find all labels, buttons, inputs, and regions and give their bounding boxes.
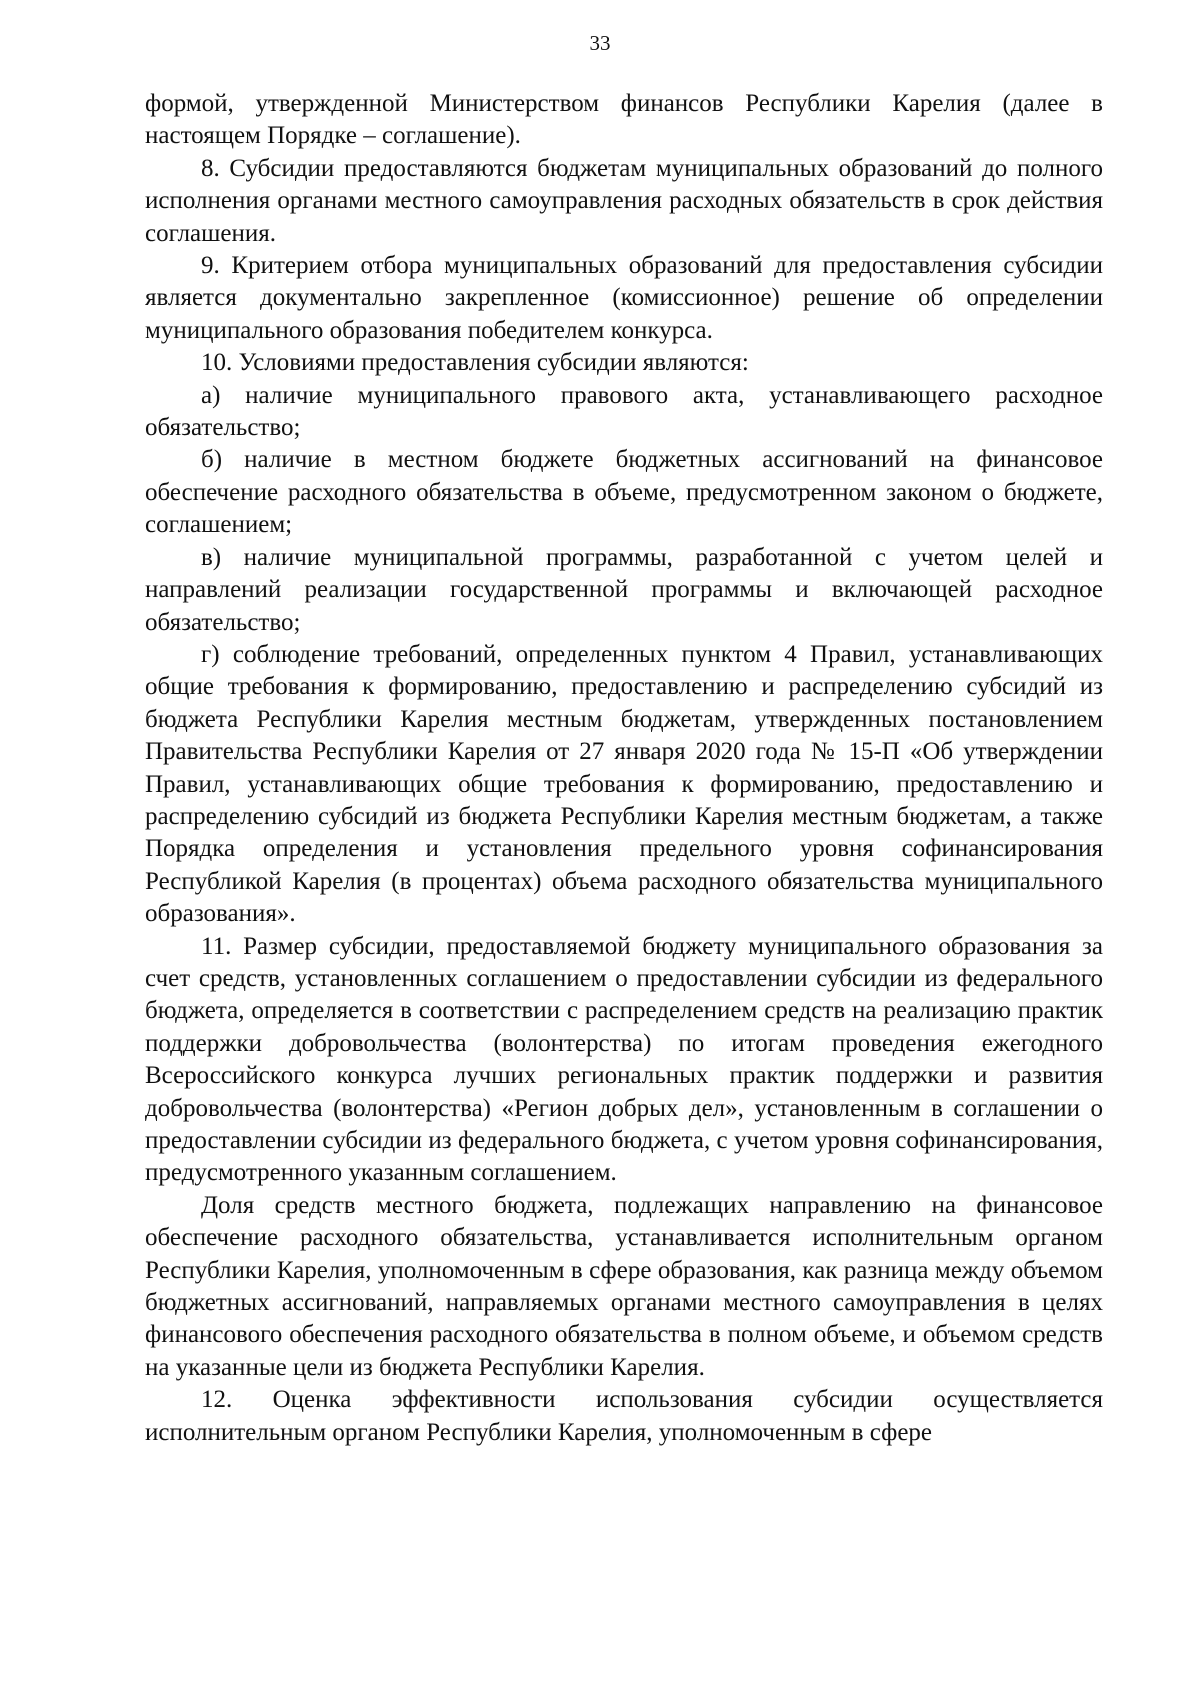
page-number: 33 <box>589 31 611 55</box>
paragraph-continuation: формой, утвержденной Министерством финансов Республики Карелия (далее в настоящем Порядке – соглашение). <box>145 90 1103 150</box>
paragraph-item-8: 8. Субсидии предоставляются бюджетам муниципальных образований до полного исполнения органами местного самоуправления расходных обязательств в срок действия соглашения. <box>145 154 1103 247</box>
paragraph-subitem-g: г) соблюдение требований, определенных пунктом 4 Правил, устанавливающих общие требования к формированию, предоставлению и распределению субсидий из бюджета Республики Карелия местным бюджетам, утвержденных постановлением Правительства Республики Карелия от 27 января 2020 года № 15-П «Об утверждении Правил, устанавливающих общие требования к формированию, предоставлению и распределению субсидий из бюджета Республики Карелия местным бюджетам, а также Порядка определения и установления предельного уровня софинансирования Республикой Карелия (в процентах) объема расходного обязательства муниципального образования». <box>145 640 1103 928</box>
paragraph-share-of-local-budget: Доля средств местного бюджета, подлежащих направлению на финансовое обеспечение расходного обязательства, устанавливается исполнительным органом Республики Карелия, уполномоченным в сфере образования, как разница между объемом бюджетных ассигнований, направляемых органами местного самоуправления в целях финансового обеспечения расходного обязательства в полном объеме, и объемом средств на указанные цели из бюджета Республики Карелия. <box>145 1191 1103 1381</box>
paragraph-item-12: 12. Оценка эффективности использования субсидии осуществляется исполнительным органом Республики Карелия, уполномоченным в сфере <box>145 1386 1103 1446</box>
paragraph-item-11: 11. Размер субсидии, предоставляемой бюджету муниципального образования за счет средств, установленных соглашением о предоставлении субсидии из федерального бюджета, определяется в соответствии с распределением средств на реализацию практик поддержки добровольчества (волонтерства) по итогам проведения ежегодного Всероссийского конкурса лучших региональных практик поддержки и развития добровольчества (волонтерства) «Регион добрых дел», установленным в соглашении о предоставлении субсидии из федерального бюджета, с учетом уровня софинансирования, предусмотренного указанным соглашением. <box>145 932 1103 1187</box>
paragraph-subitem-a: а) наличие муниципального правового акта, устанавливающего расходное обязательство; <box>145 381 1103 442</box>
document-body <box>145 88 1103 1449</box>
paragraph-subitem-v: в) наличие муниципальной программы, разработанной с учетом целей и направлений реализации государственной программы и включающей расходное обязательство; <box>145 543 1103 636</box>
paragraph-item-9: 9. Критерием отбора муниципальных образований для предоставления субсидии является документально закрепленное (комиссионное) решение об определении муниципального образования победителем конкурса. <box>145 252 1103 344</box>
paragraph-item-10: 10. Условиями предоставления субсидии являются: <box>201 349 749 377</box>
paragraph-subitem-b: б) наличие в местном бюджете бюджетных ассигнований на финансовое обеспечение расходного обязательства в объеме, предусмотренном законом о бюджете, соглашением; <box>145 446 1103 539</box>
